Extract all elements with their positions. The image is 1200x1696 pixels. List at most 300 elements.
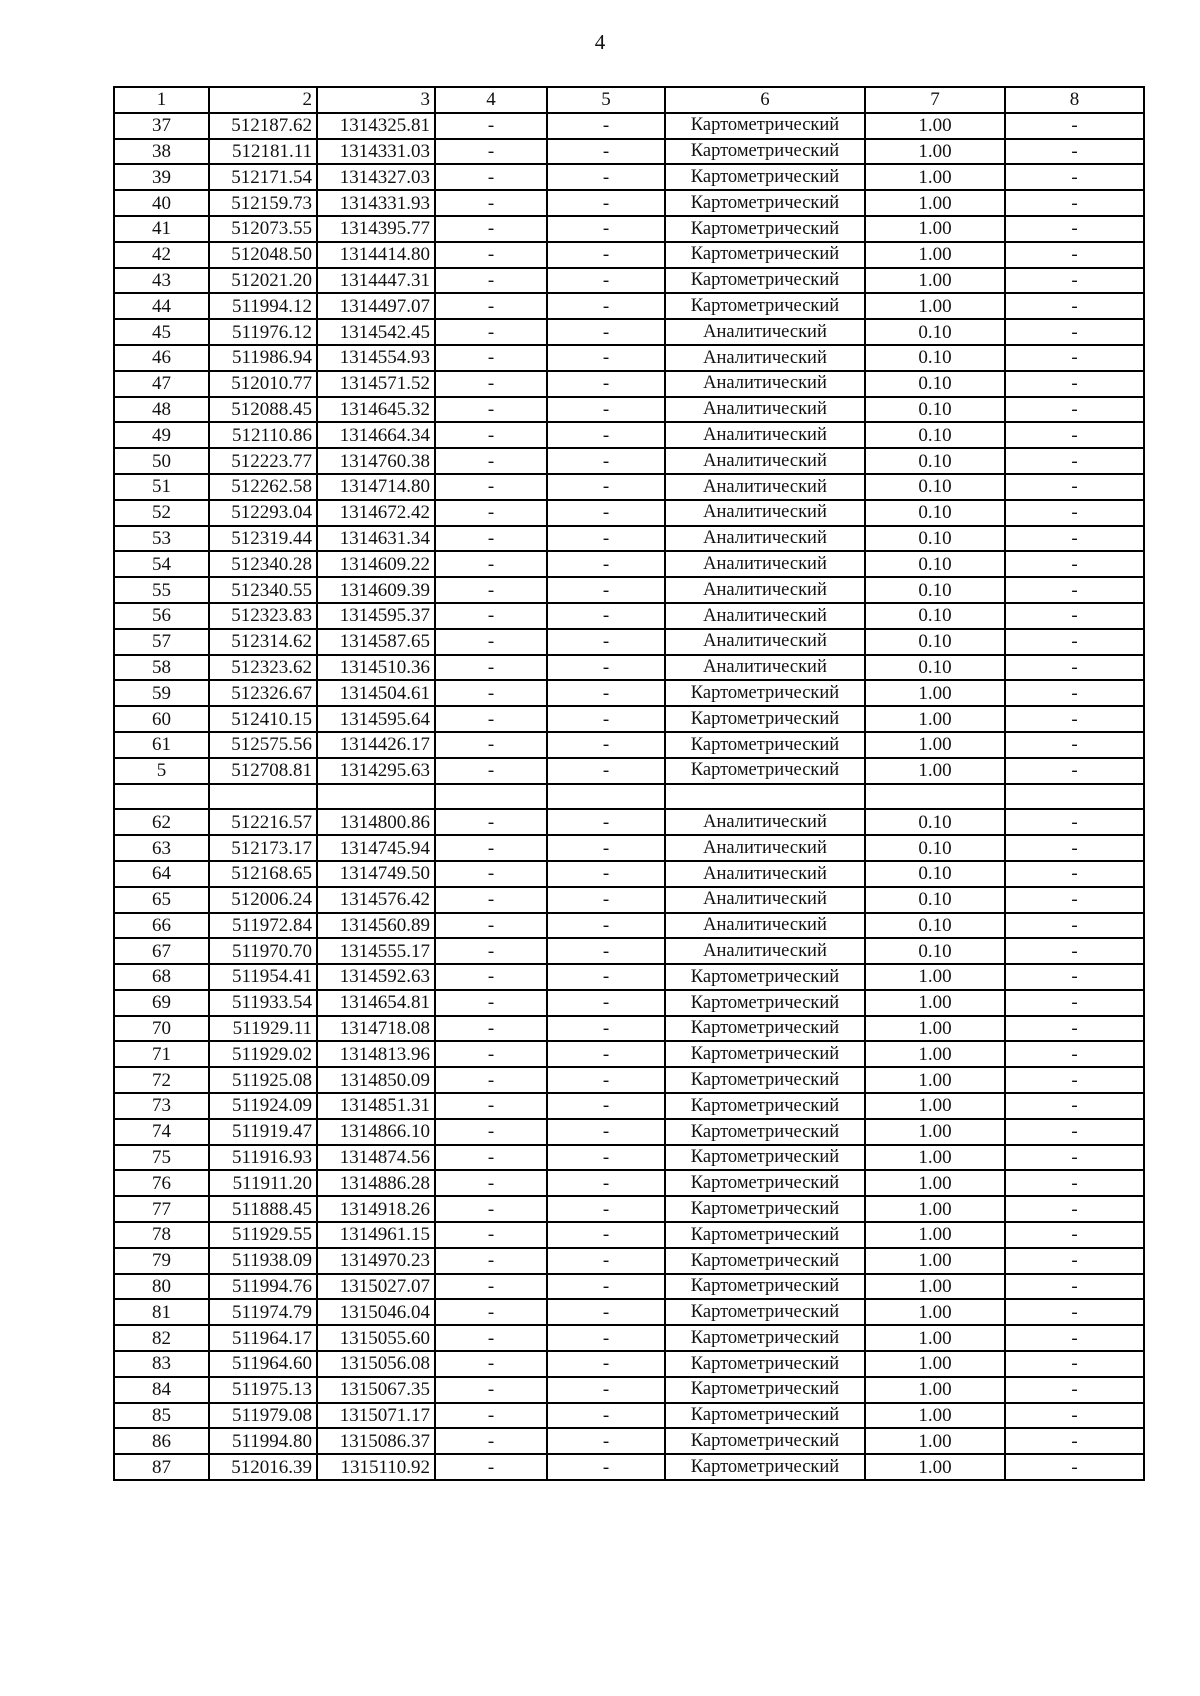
cell-col-8: - bbox=[1005, 113, 1144, 139]
cell-col-5: - bbox=[547, 1170, 665, 1196]
cell-point-number: 41 bbox=[114, 216, 209, 242]
cell-col-5: - bbox=[547, 345, 665, 371]
cell-point-number: 57 bbox=[114, 629, 209, 655]
cell-precision: 1.00 bbox=[865, 1454, 1005, 1480]
cell-point-number: 87 bbox=[114, 1454, 209, 1480]
cell-coord-x: 511972.84 bbox=[209, 913, 317, 939]
cell-point-number: 37 bbox=[114, 113, 209, 139]
cell-precision: 1.00 bbox=[865, 1222, 1005, 1248]
table-row bbox=[114, 113, 1144, 139]
cell-col-4: - bbox=[435, 190, 547, 216]
cell-point-number: 53 bbox=[114, 526, 209, 552]
header-row bbox=[114, 87, 1144, 113]
cell-col-5: - bbox=[547, 1196, 665, 1222]
cell-coord-x: 512171.54 bbox=[209, 164, 317, 190]
cell-coord-y: 1314560.89 bbox=[317, 913, 435, 939]
table-row bbox=[114, 680, 1144, 706]
table-row bbox=[114, 809, 1144, 835]
cell-col-4: - bbox=[435, 1403, 547, 1429]
cell-precision: 1.00 bbox=[865, 293, 1005, 319]
header-cell-1: 1 bbox=[114, 87, 209, 113]
cell-col-8: - bbox=[1005, 1222, 1144, 1248]
cell-method: Аналитический bbox=[665, 526, 865, 552]
cell-col-8: - bbox=[1005, 964, 1144, 990]
cell-coord-y: 1314542.45 bbox=[317, 319, 435, 345]
cell-method: Аналитический bbox=[665, 551, 865, 577]
cell-coord-y: 1314609.39 bbox=[317, 577, 435, 603]
cell-col-5: - bbox=[547, 938, 665, 964]
cell-point-number: 63 bbox=[114, 835, 209, 861]
cell-method: Аналитический bbox=[665, 809, 865, 835]
cell-col-5: - bbox=[547, 1067, 665, 1093]
table-row bbox=[114, 784, 1144, 810]
cell-method: Картометрический bbox=[665, 706, 865, 732]
cell-col-4: - bbox=[435, 603, 547, 629]
cell-point-number: 72 bbox=[114, 1067, 209, 1093]
cell-col-4: - bbox=[435, 732, 547, 758]
table-row bbox=[114, 1067, 1144, 1093]
table-row bbox=[114, 500, 1144, 526]
cell-col-8: - bbox=[1005, 216, 1144, 242]
cell-col-8: - bbox=[1005, 1170, 1144, 1196]
cell-col-8: - bbox=[1005, 268, 1144, 294]
cell-point-number: 71 bbox=[114, 1041, 209, 1067]
cell-coord-x: 512323.83 bbox=[209, 603, 317, 629]
cell-coord-x: 512216.57 bbox=[209, 809, 317, 835]
cell-col-4: - bbox=[435, 1119, 547, 1145]
cell-col-5: - bbox=[547, 268, 665, 294]
table-row bbox=[114, 1145, 1144, 1171]
cell-coord-y: 1315055.60 bbox=[317, 1325, 435, 1351]
cell-col-8: - bbox=[1005, 835, 1144, 861]
cell-col-4: - bbox=[435, 1093, 547, 1119]
cell-coord-y: 1314414.80 bbox=[317, 242, 435, 268]
cell-point-number: 51 bbox=[114, 474, 209, 500]
cell-col-4: - bbox=[435, 448, 547, 474]
cell-col-8: - bbox=[1005, 913, 1144, 939]
header-cell-4: 4 bbox=[435, 87, 547, 113]
cell-col-8: - bbox=[1005, 139, 1144, 165]
cell-coord-y: 1314970.23 bbox=[317, 1248, 435, 1274]
cell-method: Аналитический bbox=[665, 938, 865, 964]
cell-col-5: - bbox=[547, 216, 665, 242]
table-row bbox=[114, 577, 1144, 603]
cell-coord-x: 511964.17 bbox=[209, 1325, 317, 1351]
cell-point-number: 74 bbox=[114, 1119, 209, 1145]
cell-col-8: - bbox=[1005, 293, 1144, 319]
table-row bbox=[114, 164, 1144, 190]
cell-coord-y: 1314426.17 bbox=[317, 732, 435, 758]
cell-col-4: - bbox=[435, 1377, 547, 1403]
cell-method: Картометрический bbox=[665, 1454, 865, 1480]
cell-coord-x: 511916.93 bbox=[209, 1145, 317, 1171]
cell-col-5: - bbox=[547, 293, 665, 319]
table-row bbox=[114, 1222, 1144, 1248]
cell-precision: 1.00 bbox=[865, 1248, 1005, 1274]
cell-col-4: - bbox=[435, 164, 547, 190]
cell-col-8: - bbox=[1005, 861, 1144, 887]
cell-method: Картометрический bbox=[665, 1274, 865, 1300]
cell-point-number: 81 bbox=[114, 1299, 209, 1325]
coordinates-table bbox=[113, 86, 1145, 1481]
cell-coord-x: 511929.11 bbox=[209, 1016, 317, 1042]
cell-coord-x: 511970.70 bbox=[209, 938, 317, 964]
cell-col-8: - bbox=[1005, 577, 1144, 603]
cell-point-number: 69 bbox=[114, 990, 209, 1016]
cell-method: Картометрический bbox=[665, 1093, 865, 1119]
cell-coord-y: 1314874.56 bbox=[317, 1145, 435, 1171]
cell-coord-y: 1314609.22 bbox=[317, 551, 435, 577]
cell-point-number: 55 bbox=[114, 577, 209, 603]
cell-coord-x: 512073.55 bbox=[209, 216, 317, 242]
cell-col-5: - bbox=[547, 861, 665, 887]
cell-coord-x: 511986.94 bbox=[209, 345, 317, 371]
cell-col-4: - bbox=[435, 1016, 547, 1042]
cell-method: Аналитический bbox=[665, 913, 865, 939]
cell-point-number: 38 bbox=[114, 139, 209, 165]
header-cell-7: 7 bbox=[865, 87, 1005, 113]
cell-col-5: - bbox=[547, 190, 665, 216]
cell-col-5 bbox=[547, 784, 665, 810]
table-row bbox=[114, 1299, 1144, 1325]
cell-col-4: - bbox=[435, 577, 547, 603]
cell-col-8 bbox=[1005, 784, 1144, 810]
cell-point-number: 39 bbox=[114, 164, 209, 190]
cell-col-8: - bbox=[1005, 319, 1144, 345]
cell-col-5: - bbox=[547, 887, 665, 913]
cell-coord-x: 511929.02 bbox=[209, 1041, 317, 1067]
cell-coord-x: 512187.62 bbox=[209, 113, 317, 139]
cell-point-number: 84 bbox=[114, 1377, 209, 1403]
cell-col-4: - bbox=[435, 397, 547, 423]
cell-coord-x: 512340.55 bbox=[209, 577, 317, 603]
cell-col-8: - bbox=[1005, 448, 1144, 474]
cell-col-4: - bbox=[435, 629, 547, 655]
cell-col-5: - bbox=[547, 706, 665, 732]
cell-col-5: - bbox=[547, 113, 665, 139]
cell-method: Аналитический bbox=[665, 319, 865, 345]
table-row bbox=[114, 293, 1144, 319]
table-row bbox=[114, 758, 1144, 784]
table-row bbox=[114, 1196, 1144, 1222]
cell-method: Картометрический bbox=[665, 1403, 865, 1429]
cell-point-number: 86 bbox=[114, 1428, 209, 1454]
cell-col-4: - bbox=[435, 964, 547, 990]
cell-method: Аналитический bbox=[665, 422, 865, 448]
cell-col-5: - bbox=[547, 1145, 665, 1171]
cell-method: Аналитический bbox=[665, 861, 865, 887]
header-cell-5: 5 bbox=[547, 87, 665, 113]
cell-coord-x: 512262.58 bbox=[209, 474, 317, 500]
cell-method: Картометрический bbox=[665, 1248, 865, 1274]
cell-coord-y: 1314631.34 bbox=[317, 526, 435, 552]
cell-point-number: 68 bbox=[114, 964, 209, 990]
cell-col-4: - bbox=[435, 1299, 547, 1325]
cell-point-number: 64 bbox=[114, 861, 209, 887]
cell-method: Картометрический bbox=[665, 990, 865, 1016]
cell-method: Аналитический bbox=[665, 577, 865, 603]
cell-col-4: - bbox=[435, 526, 547, 552]
cell-method: Картометрический bbox=[665, 680, 865, 706]
cell-coord-x: 511976.12 bbox=[209, 319, 317, 345]
cell-method: Картометрический bbox=[665, 1145, 865, 1171]
cell-precision: 1.00 bbox=[865, 1377, 1005, 1403]
cell-coord-y: 1315067.35 bbox=[317, 1377, 435, 1403]
cell-point-number: 45 bbox=[114, 319, 209, 345]
header-cell-3: 3 bbox=[317, 87, 435, 113]
cell-coord-x: 512021.20 bbox=[209, 268, 317, 294]
cell-coord-y: 1315086.37 bbox=[317, 1428, 435, 1454]
cell-precision: 1.00 bbox=[865, 1093, 1005, 1119]
cell-coord-x bbox=[209, 784, 317, 810]
cell-precision: 0.10 bbox=[865, 371, 1005, 397]
cell-coord-x: 512410.15 bbox=[209, 706, 317, 732]
cell-coord-x: 511954.41 bbox=[209, 964, 317, 990]
cell-col-4: - bbox=[435, 1196, 547, 1222]
cell-col-8: - bbox=[1005, 1248, 1144, 1274]
cell-col-8: - bbox=[1005, 758, 1144, 784]
cell-col-5: - bbox=[547, 1093, 665, 1119]
cell-coord-y: 1314850.09 bbox=[317, 1067, 435, 1093]
cell-col-4: - bbox=[435, 500, 547, 526]
cell-method: Аналитический bbox=[665, 835, 865, 861]
cell-col-4: - bbox=[435, 1428, 547, 1454]
cell-col-4: - bbox=[435, 758, 547, 784]
cell-col-8: - bbox=[1005, 1093, 1144, 1119]
cell-coord-y: 1314918.26 bbox=[317, 1196, 435, 1222]
cell-precision: 1.00 bbox=[865, 758, 1005, 784]
cell-coord-x: 512006.24 bbox=[209, 887, 317, 913]
cell-coord-x: 512323.62 bbox=[209, 655, 317, 681]
table-row bbox=[114, 1428, 1144, 1454]
cell-col-8: - bbox=[1005, 1067, 1144, 1093]
cell-precision: 1.00 bbox=[865, 1403, 1005, 1429]
cell-col-5: - bbox=[547, 1248, 665, 1274]
cell-precision: 0.10 bbox=[865, 345, 1005, 371]
table-row bbox=[114, 887, 1144, 913]
cell-coord-x: 512340.28 bbox=[209, 551, 317, 577]
cell-coord-y: 1315056.08 bbox=[317, 1351, 435, 1377]
cell-coord-y: 1314760.38 bbox=[317, 448, 435, 474]
cell-precision: 0.10 bbox=[865, 319, 1005, 345]
cell-precision: 1.00 bbox=[865, 1196, 1005, 1222]
cell-col-5: - bbox=[547, 1325, 665, 1351]
cell-col-5: - bbox=[547, 1428, 665, 1454]
cell-coord-x: 511964.60 bbox=[209, 1351, 317, 1377]
cell-precision: 0.10 bbox=[865, 603, 1005, 629]
cell-precision: 0.10 bbox=[865, 887, 1005, 913]
cell-point-number: 83 bbox=[114, 1351, 209, 1377]
cell-col-8: - bbox=[1005, 680, 1144, 706]
table-row bbox=[114, 474, 1144, 500]
cell-point-number: 60 bbox=[114, 706, 209, 732]
cell-col-5: - bbox=[547, 500, 665, 526]
cell-coord-x: 511974.79 bbox=[209, 1299, 317, 1325]
cell-coord-y: 1315027.07 bbox=[317, 1274, 435, 1300]
cell-method: Аналитический bbox=[665, 448, 865, 474]
cell-coord-y: 1314664.34 bbox=[317, 422, 435, 448]
cell-col-4: - bbox=[435, 293, 547, 319]
cell-col-5: - bbox=[547, 990, 665, 1016]
cell-col-5: - bbox=[547, 964, 665, 990]
cell-col-5: - bbox=[547, 603, 665, 629]
cell-coord-y: 1314800.86 bbox=[317, 809, 435, 835]
cell-coord-y: 1314851.31 bbox=[317, 1093, 435, 1119]
cell-coord-y: 1314447.31 bbox=[317, 268, 435, 294]
cell-method: Картометрический bbox=[665, 1299, 865, 1325]
cell-col-8: - bbox=[1005, 809, 1144, 835]
cell-coord-y: 1314961.15 bbox=[317, 1222, 435, 1248]
cell-col-5: - bbox=[547, 577, 665, 603]
cell-point-number: 77 bbox=[114, 1196, 209, 1222]
cell-col-8: - bbox=[1005, 938, 1144, 964]
cell-precision bbox=[865, 784, 1005, 810]
cell-coord-y: 1314327.03 bbox=[317, 164, 435, 190]
table-row bbox=[114, 345, 1144, 371]
cell-precision: 0.10 bbox=[865, 629, 1005, 655]
cell-col-4: - bbox=[435, 1274, 547, 1300]
table-row bbox=[114, 268, 1144, 294]
cell-coord-x: 511925.08 bbox=[209, 1067, 317, 1093]
cell-col-5: - bbox=[547, 835, 665, 861]
cell-coord-y: 1314504.61 bbox=[317, 680, 435, 706]
cell-coord-y bbox=[317, 784, 435, 810]
cell-precision: 1.00 bbox=[865, 964, 1005, 990]
cell-col-8: - bbox=[1005, 706, 1144, 732]
cell-precision: 1.00 bbox=[865, 1145, 1005, 1171]
cell-coord-x: 512110.86 bbox=[209, 422, 317, 448]
cell-coord-x: 512048.50 bbox=[209, 242, 317, 268]
cell-col-8: - bbox=[1005, 474, 1144, 500]
cell-col-5: - bbox=[547, 1016, 665, 1042]
cell-precision: 0.10 bbox=[865, 809, 1005, 835]
cell-precision: 1.00 bbox=[865, 990, 1005, 1016]
cell-col-8: - bbox=[1005, 1041, 1144, 1067]
cell-col-4: - bbox=[435, 1170, 547, 1196]
cell-coord-y: 1314325.81 bbox=[317, 113, 435, 139]
cell-col-5: - bbox=[547, 371, 665, 397]
header-cell-2: 2 bbox=[209, 87, 317, 113]
cell-coord-y: 1314576.42 bbox=[317, 887, 435, 913]
cell-point-number: 70 bbox=[114, 1016, 209, 1042]
table-row bbox=[114, 861, 1144, 887]
cell-col-4: - bbox=[435, 371, 547, 397]
cell-point-number: 5 bbox=[114, 758, 209, 784]
cell-precision: 1.00 bbox=[865, 1428, 1005, 1454]
cell-coord-y: 1314645.32 bbox=[317, 397, 435, 423]
cell-col-5: - bbox=[547, 1299, 665, 1325]
cell-precision: 1.00 bbox=[865, 1067, 1005, 1093]
cell-col-4 bbox=[435, 784, 547, 810]
cell-precision: 1.00 bbox=[865, 1299, 1005, 1325]
cell-col-4: - bbox=[435, 913, 547, 939]
cell-point-number: 40 bbox=[114, 190, 209, 216]
cell-col-8: - bbox=[1005, 1119, 1144, 1145]
table-row bbox=[114, 551, 1144, 577]
table-row bbox=[114, 242, 1144, 268]
cell-col-4: - bbox=[435, 706, 547, 732]
cell-col-5: - bbox=[547, 1119, 665, 1145]
cell-method: Картометрический bbox=[665, 1041, 865, 1067]
cell-coord-y: 1314587.65 bbox=[317, 629, 435, 655]
cell-point-number: 79 bbox=[114, 1248, 209, 1274]
cell-coord-x: 512181.11 bbox=[209, 139, 317, 165]
cell-coord-x: 512088.45 bbox=[209, 397, 317, 423]
cell-method: Картометрический bbox=[665, 293, 865, 319]
cell-coord-x: 512575.56 bbox=[209, 732, 317, 758]
cell-precision: 0.10 bbox=[865, 551, 1005, 577]
table-row bbox=[114, 1351, 1144, 1377]
table-row bbox=[114, 1325, 1144, 1351]
cell-col-4: - bbox=[435, 835, 547, 861]
cell-precision: 0.10 bbox=[865, 938, 1005, 964]
table-row bbox=[114, 397, 1144, 423]
cell-coord-x: 512314.62 bbox=[209, 629, 317, 655]
cell-col-5: - bbox=[547, 1377, 665, 1403]
cell-col-8: - bbox=[1005, 732, 1144, 758]
cell-coord-y: 1314813.96 bbox=[317, 1041, 435, 1067]
cell-col-4: - bbox=[435, 1248, 547, 1274]
cell-precision: 1.00 bbox=[865, 1351, 1005, 1377]
cell-method: Аналитический bbox=[665, 397, 865, 423]
cell-coord-y: 1314554.93 bbox=[317, 345, 435, 371]
cell-precision: 1.00 bbox=[865, 216, 1005, 242]
cell-col-4: - bbox=[435, 474, 547, 500]
cell-col-5: - bbox=[547, 397, 665, 423]
cell-coord-x: 511994.12 bbox=[209, 293, 317, 319]
cell-point-number: 67 bbox=[114, 938, 209, 964]
table-row bbox=[114, 1041, 1144, 1067]
table-row bbox=[114, 319, 1144, 345]
cell-col-5: - bbox=[547, 1222, 665, 1248]
cell-col-4: - bbox=[435, 655, 547, 681]
cell-precision: 1.00 bbox=[865, 268, 1005, 294]
cell-method: Картометрический bbox=[665, 1119, 865, 1145]
cell-coord-y: 1314866.10 bbox=[317, 1119, 435, 1145]
cell-point-number: 82 bbox=[114, 1325, 209, 1351]
table-row bbox=[114, 655, 1144, 681]
cell-coord-y: 1314672.42 bbox=[317, 500, 435, 526]
cell-coord-x: 512326.67 bbox=[209, 680, 317, 706]
cell-method: Картометрический bbox=[665, 1170, 865, 1196]
cell-point-number: 59 bbox=[114, 680, 209, 706]
cell-coord-x: 511919.47 bbox=[209, 1119, 317, 1145]
cell-precision: 1.00 bbox=[865, 706, 1005, 732]
cell-col-5: - bbox=[547, 1454, 665, 1480]
cell-point-number: 62 bbox=[114, 809, 209, 835]
cell-coord-y: 1314745.94 bbox=[317, 835, 435, 861]
cell-method: Аналитический bbox=[665, 887, 865, 913]
cell-coord-y: 1314714.80 bbox=[317, 474, 435, 500]
cell-col-5: - bbox=[547, 319, 665, 345]
cell-coord-y: 1314592.63 bbox=[317, 964, 435, 990]
cell-method: Картометрический bbox=[665, 1325, 865, 1351]
table-row bbox=[114, 990, 1144, 1016]
cell-col-8: - bbox=[1005, 422, 1144, 448]
cell-col-4: - bbox=[435, 268, 547, 294]
table-row bbox=[114, 1016, 1144, 1042]
cell-method: Картометрический bbox=[665, 1351, 865, 1377]
cell-col-8: - bbox=[1005, 1325, 1144, 1351]
cell-col-5: - bbox=[547, 732, 665, 758]
cell-precision: 0.10 bbox=[865, 835, 1005, 861]
cell-coord-x: 511929.55 bbox=[209, 1222, 317, 1248]
cell-point-number: 75 bbox=[114, 1145, 209, 1171]
cell-col-5: - bbox=[547, 1351, 665, 1377]
page-number: 4 bbox=[594, 30, 606, 54]
cell-point-number: 61 bbox=[114, 732, 209, 758]
cell-method: Картометрический bbox=[665, 139, 865, 165]
